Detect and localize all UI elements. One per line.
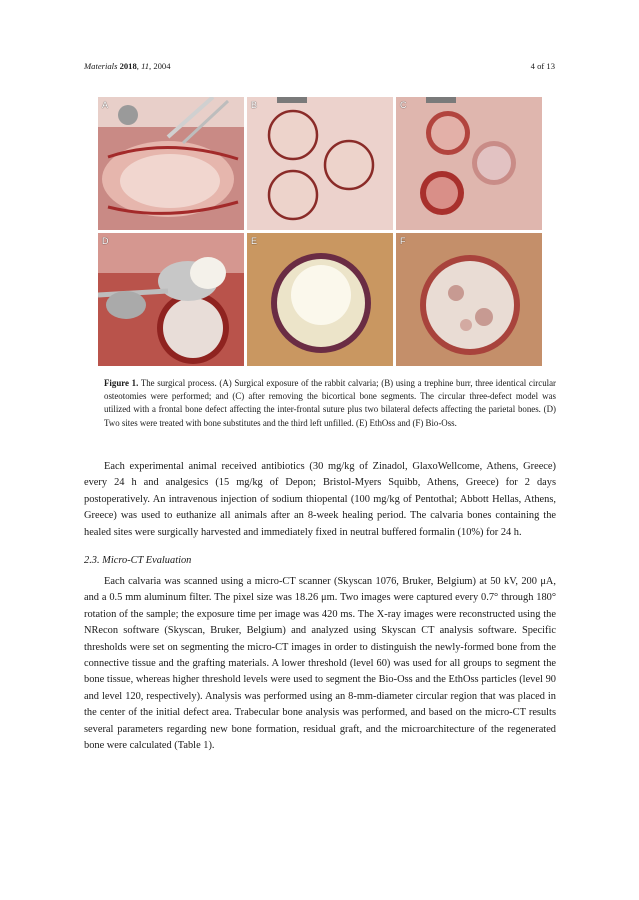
- page-header: [84, 61, 555, 75]
- section-heading: 2.3. Micro-CT Evaluation: [84, 555, 192, 566]
- panel-label-a: A: [102, 100, 109, 110]
- figure-panel-e: [247, 233, 393, 366]
- paragraph-micro-ct: [84, 574, 556, 754]
- figure-panel-d: [98, 233, 244, 366]
- paragraph-text: Each calvaria was scanned using a micro-CT scanner (Skyscan 1076, Bruker, Belgium) at 50 kV, 200 μA, and a 0.5 mm aluminum filter. The pixel size was 18.26 μm. Two images were captured every 0.7° through 180° rotation of the sample; the exposure time per image was 420 ms. The X-ray images were reconstructed using the NRecon software (Skyscan, Bruker, Belgium) and analyzed using Skyscan CT analysis software. Specific thresholds were set on segmenting the micro-CT images in order to distinguish the newly-formed bone from the connective tissue and the grafting materials. A lower threshold (level 60) was used for all groups to segment the bone tissue, whereas higher threshold levels were used to segment the Bio-Oss and the EthOss particles (level 90 and level 120, respectively). Analysis was performed using an 8-mm-diameter circular region that was placed in the center of the initial defect area. Trabecular bone analysis was performed, and based on the micro-CT results several parameters regarding new bone formation, residual graft, and the microarchitecture of the regenerated bone were calculated (Table 1).: [84, 576, 556, 752]
- panel-label-b: B: [251, 100, 258, 110]
- figure-1: [98, 97, 541, 366]
- panel-label-d: D: [102, 236, 109, 246]
- figure-panel-c: [396, 97, 542, 230]
- paragraph-antibiotics: [84, 459, 556, 541]
- figure-panel-a: [98, 97, 244, 230]
- paragraph-text: Each experimental animal received antibiotics (30 mg/kg of Zinadol, GlaxoWellcome, Athens, Greece) every 24 h and analgesics (15 mg/kg of Depon; Bristol-Myers Squibb, Athens, Greece) for 2 days postoperatively. An intravenous injection of sodium thiopental (100 mg/kg of Pentothal; Abbott Hellas, Athens, Greece) was used to euthanize all animals after an 8-week healing period. The calvaria bones containing the healed sites were surgically harvested and immediately fixed in neutral buffered formalin (10%) for 24 h.: [84, 461, 556, 538]
- page-number: 4 of 13: [530, 61, 555, 71]
- journal-citation: Materials 2018, 11, 2004: [84, 61, 171, 71]
- figure-panel-b: [247, 97, 393, 230]
- figure-caption: [104, 377, 556, 430]
- panel-label-c: C: [400, 100, 407, 110]
- figure-panel-f: [396, 233, 542, 366]
- caption-label: Figure 1.: [104, 378, 139, 388]
- panel-label-f: F: [400, 236, 406, 246]
- caption-text: The surgical process. (A) Surgical exposure of the rabbit calvaria; (B) using a trephine burr, three identical circular osteotomies were performed; and (C) after removing the bicortical bone segments. The circular three-defect model was utilized with a frontal bone defect affecting the inter-frontal suture plus two bilateral defects affecting the parietal bones. (D) Two sites were treated with bone substitutes and the third left unfilled. (E) EthOss and (F) Bio-Oss.: [104, 378, 556, 428]
- panel-label-e: E: [251, 236, 258, 246]
